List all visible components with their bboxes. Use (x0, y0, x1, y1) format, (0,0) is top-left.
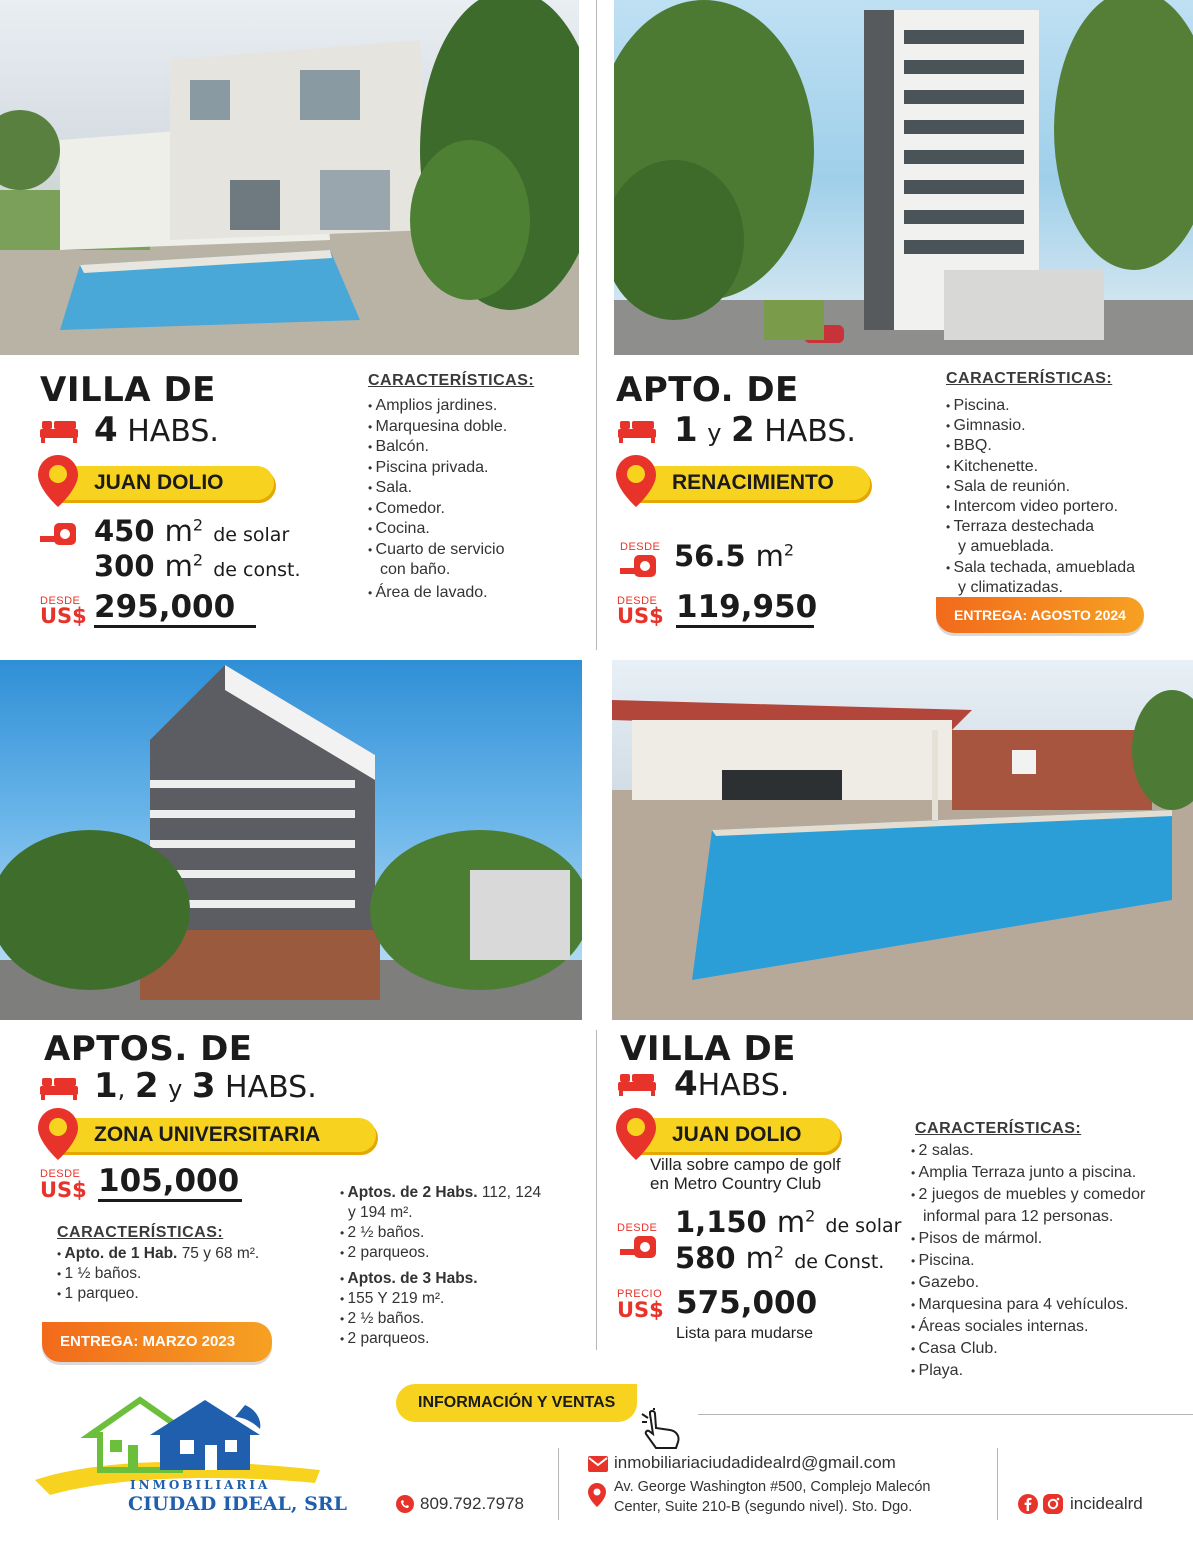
listing-2-rooms (674, 410, 856, 450)
villa-photo-1 (0, 0, 579, 355)
feature-item: • Comedor. (368, 499, 507, 520)
listing-4-location-pill (634, 1118, 840, 1152)
location-pin-icon (616, 1108, 656, 1160)
bed-icon (618, 417, 656, 443)
feature-item: • Sala techada, amueblada (946, 558, 1135, 578)
listing-1-price: 295,000 (94, 590, 256, 628)
feature-item: • Balcón. (368, 437, 507, 458)
center-divider-top (596, 0, 597, 650)
listing-4-area-solar: 1,150 $m^2$ de solar (675, 1205, 902, 1239)
feature-item: • Pisos de mármol. (911, 1228, 1145, 1250)
feature-item: • 2 parqueos. (340, 1243, 541, 1263)
feature-item: • 1 parqueo. (57, 1284, 259, 1304)
listing-1-rooms-num: 4 (94, 410, 118, 450)
listing-1-rooms (94, 410, 219, 450)
feature-item: • 2 salas. (911, 1140, 1145, 1162)
feature-item: • Marquesina doble. (368, 417, 507, 438)
listing-2-area-unit: m (755, 539, 784, 573)
delivery-text: ENTREGA: MARZO (60, 1333, 198, 1350)
listing-4-subtitle-2: en Metro Country Club (650, 1174, 822, 1193)
listing-2-rooms-unit: HABS. (764, 414, 856, 449)
listing-2-location: RENACIMIENTO (672, 471, 834, 494)
listing-3-price: 105,000 (98, 1164, 242, 1202)
listing-1-area2-num: 300 (94, 549, 155, 583)
feature-item-cont: informal para 12 personas. (923, 1208, 1114, 1225)
villa-pool-photo-4 (612, 660, 1193, 1020)
info-sales-badge: INFORMACIÓN Y VENTAS (396, 1384, 637, 1422)
listing-4-rooms-num: 4 (674, 1064, 698, 1104)
location-pin-icon (38, 1108, 78, 1160)
listing-1-location: JUAN DOLIO (94, 471, 224, 494)
listing-4-rooms-unit: HABS. (697, 1068, 790, 1103)
listing-2-price: 119,950 (676, 590, 814, 628)
listing-1-area1-label: de solar (213, 524, 290, 546)
feature-item: • 1 ½ baños. (57, 1264, 259, 1284)
listing-1-area1-num: 450 (94, 514, 155, 548)
feature-item-cont: con baño. (380, 561, 451, 578)
listing-1-features (368, 396, 507, 603)
listing-3-delivery-badge (42, 1322, 272, 1362)
feature-item: • Terraza destechada (946, 517, 1135, 537)
listing-4-location: JUAN DOLIO (672, 1123, 802, 1146)
bed-icon (40, 1074, 78, 1100)
listing-3-rooms-sep: , (117, 1075, 126, 1103)
feature-item (57, 1244, 259, 1264)
feature-head: Aptos. de 3 Habs. (347, 1270, 478, 1287)
listing-4-area-label: DESDE (617, 1222, 658, 1234)
bed-icon (618, 1070, 656, 1096)
listing-3-currency: US$ (40, 1178, 87, 1202)
listing-1-area1-unit: m (164, 514, 193, 548)
listing-1-currency: US$ (40, 604, 87, 628)
listing-2-area: 56.5 $m^2$ (674, 539, 795, 573)
feature-item: • Amplios jardines. (368, 396, 507, 417)
listing-1-location-pill (56, 466, 274, 500)
listing-4-price: 575,000 (676, 1285, 818, 1321)
footer-rule (698, 1414, 1193, 1415)
listing-3-rooms-c: 3 (191, 1066, 216, 1106)
listing-3-price-label: DESDE (40, 1168, 81, 1180)
feature-item: • Piscina privada. (368, 458, 507, 479)
listing-2-rooms-b: 2 (730, 410, 755, 450)
listing-3-rooms-b: 2 (134, 1066, 159, 1106)
listing-2-title: APTO. DE (616, 370, 799, 410)
listing-3-location: ZONA UNIVERSITARIA (94, 1123, 321, 1146)
location-pin-icon (38, 455, 78, 507)
listing-2-features-title: CARACTERÍSTICAS: (946, 370, 1113, 387)
tower-photo-2 (614, 0, 1193, 355)
listing-4-area2-label: de Const. (794, 1251, 885, 1273)
feature-item: • Playa. (911, 1360, 1145, 1382)
feature-item: • 2 ½ baños. (340, 1223, 541, 1243)
listing-4-price-note: Lista para mudarse (676, 1325, 813, 1342)
listing-3-location-pill (56, 1118, 376, 1152)
location-pin-icon (616, 455, 656, 507)
brand-name: CIUDAD IDEAL, SRL (128, 1493, 347, 1515)
listing-1-area2-label: de const. (213, 559, 301, 581)
feature-item: • 155 Y 219 m². (340, 1289, 541, 1309)
listing-3-title: APTOS. DE (44, 1029, 253, 1069)
feature-item: • Gazebo. (911, 1272, 1145, 1294)
feature-item: • Amplia Terraza junto a piscina. (911, 1162, 1145, 1184)
listing-3-features-1hab (57, 1244, 259, 1304)
listing-2-location-pill (634, 466, 870, 500)
listing-4-title: VILLA DE (620, 1029, 796, 1069)
feature-item: • Piscina. (911, 1250, 1145, 1272)
instagram-icon[interactable] (1043, 1494, 1063, 1514)
listing-2-rooms-y: y (707, 419, 722, 447)
social-handle[interactable]: incidealrd (1070, 1494, 1143, 1513)
listing-4-area-const: 580 $m^2$ de Const. (675, 1241, 885, 1275)
feature-item: • Área de lavado. (368, 583, 507, 604)
phone-number[interactable]: 809.792.7978 (420, 1494, 524, 1513)
listing-2-price-label: DESDE (617, 595, 658, 607)
listing-2-rooms-a: 1 (674, 410, 698, 450)
listing-4-area1-label: de solar (825, 1215, 902, 1237)
feature-item: • Gimnasio. (946, 416, 1135, 436)
feature-size: 112, 124 (481, 1184, 542, 1201)
listing-4-area1-num: 1,150 (675, 1205, 767, 1239)
feature-item: • 2 parqueos. (340, 1329, 541, 1349)
listing-4-area2-num: 580 (675, 1241, 736, 1275)
tape-measure-icon (40, 523, 76, 545)
listing-3-features-2-3habs (340, 1183, 541, 1349)
listing-1-rooms-unit: HABS. (127, 414, 219, 449)
listing-4-area2-unit: m (745, 1241, 774, 1275)
listing-2-area-label: DESDE (620, 541, 661, 553)
listing-4-rooms (674, 1064, 789, 1104)
feature-item: • Sala. (368, 478, 507, 499)
listing-1-title: VILLA DE (40, 370, 216, 410)
feature-item (340, 1183, 541, 1203)
feature-item (340, 1269, 541, 1289)
tower-photo-3 (0, 660, 582, 1020)
listing-4-features (911, 1140, 1145, 1382)
feature-item: • 2 juegos de muebles y comedor (911, 1184, 1145, 1206)
listing-1-price-label: DESDE (40, 595, 81, 607)
hand-pointer-icon (640, 1408, 688, 1450)
address-line-1: Av. George Washington #500, Complejo Malecón (614, 1479, 931, 1495)
listing-4-features-title: CARACTERÍSTICAS: (915, 1120, 1082, 1137)
listing-2-delivery-badge: ENTREGA: AGOSTO 2024 (936, 597, 1144, 633)
feature-head: Apto. de 1 Hab. (64, 1245, 178, 1262)
tape-measure-icon (620, 1236, 656, 1258)
feature-item: • Áreas sociales internas. (911, 1316, 1145, 1338)
facebook-icon[interactable] (1018, 1494, 1038, 1514)
listing-4-currency: US$ (617, 1298, 664, 1322)
listing-4-subtitle-1: Villa sobre campo de golf (650, 1155, 841, 1174)
footer-divider-2 (997, 1448, 998, 1520)
feature-head: Aptos. de 2 Habs. (347, 1184, 478, 1201)
feature-item: • BBQ. (946, 436, 1135, 456)
location-pin-icon (588, 1483, 606, 1507)
brand-logo (30, 1395, 347, 1525)
listing-3-rooms-a: 1 (94, 1066, 118, 1106)
listing-4-area1-unit: m (776, 1205, 806, 1239)
feature-item-cont: y amueblada. (958, 538, 1055, 556)
feature-item: • Casa Club. (911, 1338, 1145, 1360)
feature-item: • Marquesina para 4 vehículos. (911, 1294, 1145, 1316)
feature-item-cont: y climatizadas. (958, 578, 1063, 596)
listing-3-features-title: CARACTERÍSTICAS: (57, 1224, 224, 1241)
whatsapp-icon (395, 1494, 415, 1514)
address-line-2: Center, Suite 210-B (segundo nivel). Sto. Dgo. (614, 1499, 913, 1515)
listing-3-rooms-y: y (168, 1075, 183, 1103)
feature-size: 75 y 68 m². (181, 1245, 260, 1262)
listing-2-features (946, 396, 1135, 598)
email-link[interactable]: inmobiliariaciudadidealrd@gmail.com (614, 1453, 896, 1472)
listing-4-price-label: PRECIO (617, 1288, 663, 1300)
listing-1-area-solar: 450 $m^2$ de solar (94, 514, 290, 548)
email-icon (588, 1456, 608, 1472)
feature-item: • Cocina. (368, 519, 507, 540)
feature-item: • Intercom video portero. (946, 497, 1135, 517)
feature-item: • Cuarto de servicio (368, 540, 507, 561)
listing-2-area-num: 56.5 (674, 539, 746, 573)
footer-divider-1 (558, 1448, 559, 1520)
brand-label-top: INMOBILIARIA (130, 1478, 271, 1492)
feature-item: • 2 ½ baños. (340, 1309, 541, 1329)
center-divider-bottom (596, 1030, 597, 1350)
feature-item: • Sala de reunión. (946, 477, 1135, 497)
feature-item: • Piscina. (946, 396, 1135, 416)
tape-measure-icon (620, 555, 656, 577)
feature-item: • Kitchenette. (946, 457, 1135, 477)
listing-1-area2-unit: m (164, 549, 193, 583)
delivery-year: 2023 (201, 1333, 236, 1350)
listing-3-rooms-unit: HABS. (225, 1070, 317, 1105)
listing-1-area-const: 300 $m^2$ de const. (94, 549, 301, 583)
listing-1-features-title: CARACTERÍSTICAS: (368, 372, 535, 389)
feature-item-cont: y 194 m². (348, 1204, 413, 1221)
listing-3-rooms (94, 1066, 317, 1106)
listing-2-currency: US$ (617, 604, 664, 628)
bed-icon (40, 417, 78, 443)
